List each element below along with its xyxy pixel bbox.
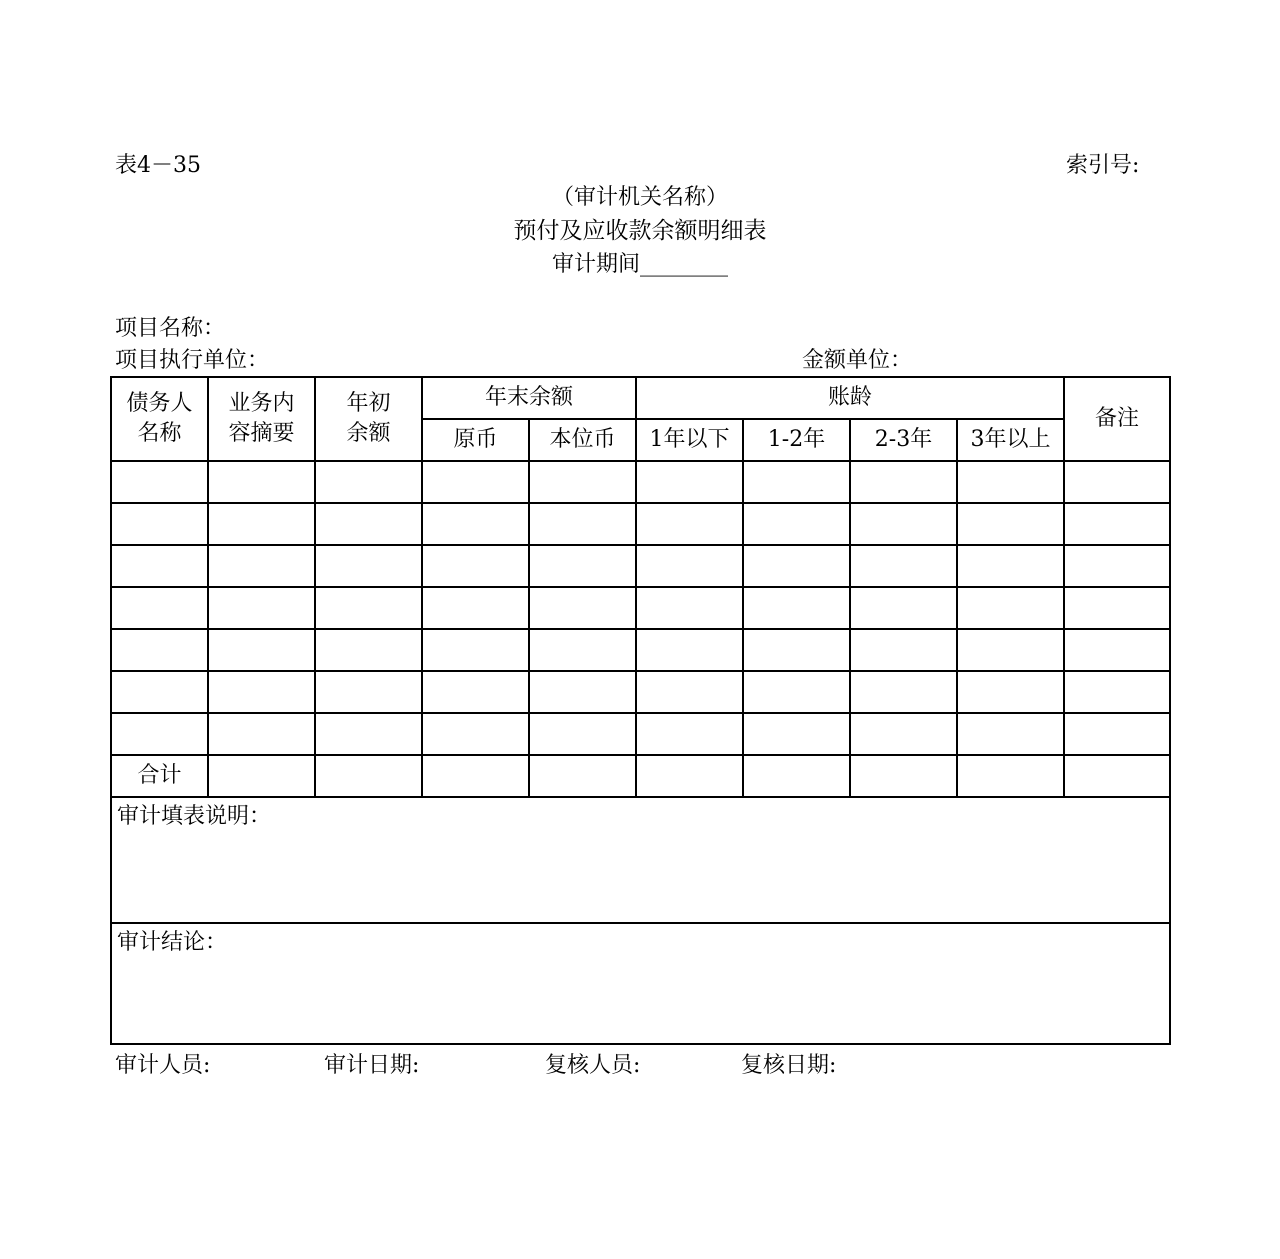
table-cell[interactable]: [208, 587, 315, 629]
table-cell[interactable]: [111, 503, 208, 545]
table-cell[interactable]: [529, 755, 636, 797]
table-cell[interactable]: [636, 545, 743, 587]
table-cell[interactable]: [529, 629, 636, 671]
table-row: [111, 629, 1170, 671]
table-cell[interactable]: [422, 461, 529, 503]
header-debtor-name: [111, 377, 208, 461]
table-cell[interactable]: [850, 545, 957, 587]
table-cell[interactable]: [315, 671, 422, 713]
table-cell[interactable]: [1064, 713, 1170, 755]
header-opening-balance-line2: 余额: [346, 421, 391, 446]
table-cell[interactable]: [743, 587, 850, 629]
table-cell[interactable]: [636, 713, 743, 755]
table-cell[interactable]: [529, 503, 636, 545]
table-cell[interactable]: [315, 503, 422, 545]
table-cell[interactable]: [111, 671, 208, 713]
table-cell[interactable]: [422, 587, 529, 629]
table-cell[interactable]: [1064, 671, 1170, 713]
header-debtor-name-line2: 名称: [137, 421, 182, 446]
header-age-2-3: 2-3年: [850, 419, 957, 461]
fill-notes-row: [111, 797, 1170, 923]
table-cell[interactable]: [208, 545, 315, 587]
table-cell[interactable]: [1064, 587, 1170, 629]
table-cell[interactable]: [315, 755, 422, 797]
table-cell[interactable]: [850, 671, 957, 713]
reviewer-label: 复核人员:: [545, 1053, 641, 1078]
table-cell[interactable]: [208, 755, 315, 797]
table-cell[interactable]: [315, 713, 422, 755]
table-cell[interactable]: [208, 671, 315, 713]
table-cell[interactable]: [957, 671, 1064, 713]
table-cell[interactable]: [957, 503, 1064, 545]
table-cell[interactable]: [850, 755, 957, 797]
total-label: 合计: [111, 755, 208, 797]
table-cell[interactable]: [957, 713, 1064, 755]
table-cell[interactable]: [208, 461, 315, 503]
table-cell[interactable]: [422, 545, 529, 587]
table-cell[interactable]: [1064, 503, 1170, 545]
index-number-label: 索引号:: [1066, 153, 1140, 178]
table-row: [111, 503, 1170, 545]
audit-period: 审计期间________: [551, 252, 728, 277]
header-base-currency: 本位币: [529, 419, 636, 461]
table-cell[interactable]: [636, 629, 743, 671]
table-cell[interactable]: [850, 461, 957, 503]
table-cell[interactable]: [743, 629, 850, 671]
table-cell[interactable]: [743, 461, 850, 503]
table-cell[interactable]: [529, 545, 636, 587]
header-age-over-3: 3年以上: [957, 419, 1064, 461]
header-opening-balance-line1: 年初: [346, 391, 391, 417]
table-cell[interactable]: [529, 671, 636, 713]
table-cell[interactable]: [315, 587, 422, 629]
header-business-summary-line2: 容摘要: [228, 421, 295, 446]
table-cell[interactable]: [208, 713, 315, 755]
table-cell[interactable]: [529, 587, 636, 629]
header-opening-balance: [315, 377, 422, 461]
table-row: [111, 545, 1170, 587]
audit-date-label: 审计日期:: [324, 1053, 420, 1078]
header-row-1: [111, 377, 1170, 419]
header-closing-balance: 年末余额: [422, 377, 636, 419]
auditor-label: 审计人员:: [115, 1053, 211, 1078]
table-cell[interactable]: [111, 545, 208, 587]
table-cell[interactable]: [850, 629, 957, 671]
table-cell[interactable]: [850, 503, 957, 545]
conclusion-row: [111, 923, 1170, 1044]
table-cell[interactable]: [957, 755, 1064, 797]
table-cell[interactable]: [111, 587, 208, 629]
table-row: [111, 461, 1170, 503]
table-cell[interactable]: [743, 671, 850, 713]
table-cell[interactable]: [1064, 545, 1170, 587]
project-name-label: 项目名称：: [115, 316, 226, 341]
table-cell[interactable]: [422, 713, 529, 755]
table-cell[interactable]: [957, 461, 1064, 503]
conclusion-cell[interactable]: [111, 923, 1170, 1044]
table-cell[interactable]: [743, 545, 850, 587]
table-row: [111, 671, 1170, 713]
table-cell[interactable]: [422, 755, 529, 797]
table-cell[interactable]: [636, 587, 743, 629]
header-aging: 账龄: [636, 377, 1064, 419]
table-row: [111, 713, 1170, 755]
table-cell[interactable]: [422, 503, 529, 545]
table-row: [111, 587, 1170, 629]
header-business-summary-line1: 业务内: [228, 391, 295, 417]
total-row: [111, 755, 1170, 797]
table-cell[interactable]: [743, 713, 850, 755]
execution-unit-label: 项目执行单位：: [115, 348, 270, 373]
table-cell[interactable]: [529, 713, 636, 755]
fill-notes-label: 审计填表说明：: [117, 804, 272, 829]
header-age-1-2: 1-2年: [743, 419, 850, 461]
balance-detail-table: [110, 376, 1171, 1045]
table-cell[interactable]: [529, 461, 636, 503]
header-original-currency: 原币: [422, 419, 529, 461]
table-cell[interactable]: [1064, 755, 1170, 797]
table-cell[interactable]: [1064, 629, 1170, 671]
header-remarks: 备注: [1064, 377, 1170, 461]
table-cell[interactable]: [1064, 461, 1170, 503]
table-cell[interactable]: [743, 755, 850, 797]
table-cell[interactable]: [111, 713, 208, 755]
table-cell[interactable]: [957, 587, 1064, 629]
conclusion-label: 审计结论：: [117, 930, 228, 955]
table-cell[interactable]: [315, 461, 422, 503]
form-number: 表4－35: [115, 153, 201, 178]
audit-org-name: （审计机关名称）: [551, 185, 728, 210]
header-debtor-name-line1: 债务人: [126, 391, 193, 417]
table-cell[interactable]: [957, 629, 1064, 671]
header-age-under-1: 1年以下: [636, 419, 743, 461]
amount-unit-label: 金额单位：: [802, 348, 913, 373]
table-cell[interactable]: [422, 671, 529, 713]
table-cell[interactable]: [636, 503, 743, 545]
table-cell[interactable]: [957, 545, 1064, 587]
table-cell[interactable]: [636, 671, 743, 713]
form-title: 预付及应收款余额明细表: [513, 218, 767, 244]
table-cell[interactable]: [111, 629, 208, 671]
table-cell[interactable]: [208, 629, 315, 671]
review-date-label: 复核日期:: [741, 1053, 837, 1078]
table-cell[interactable]: [422, 629, 529, 671]
table-cell[interactable]: [636, 461, 743, 503]
table-cell[interactable]: [315, 629, 422, 671]
fill-notes-cell[interactable]: [111, 797, 1170, 923]
table-cell[interactable]: [743, 503, 850, 545]
table-cell[interactable]: [850, 713, 957, 755]
table-cell[interactable]: [850, 587, 957, 629]
header-business-summary: [208, 377, 315, 461]
table-cell[interactable]: [111, 461, 208, 503]
table-cell[interactable]: [208, 503, 315, 545]
table-cell[interactable]: [636, 755, 743, 797]
table-cell[interactable]: [315, 545, 422, 587]
